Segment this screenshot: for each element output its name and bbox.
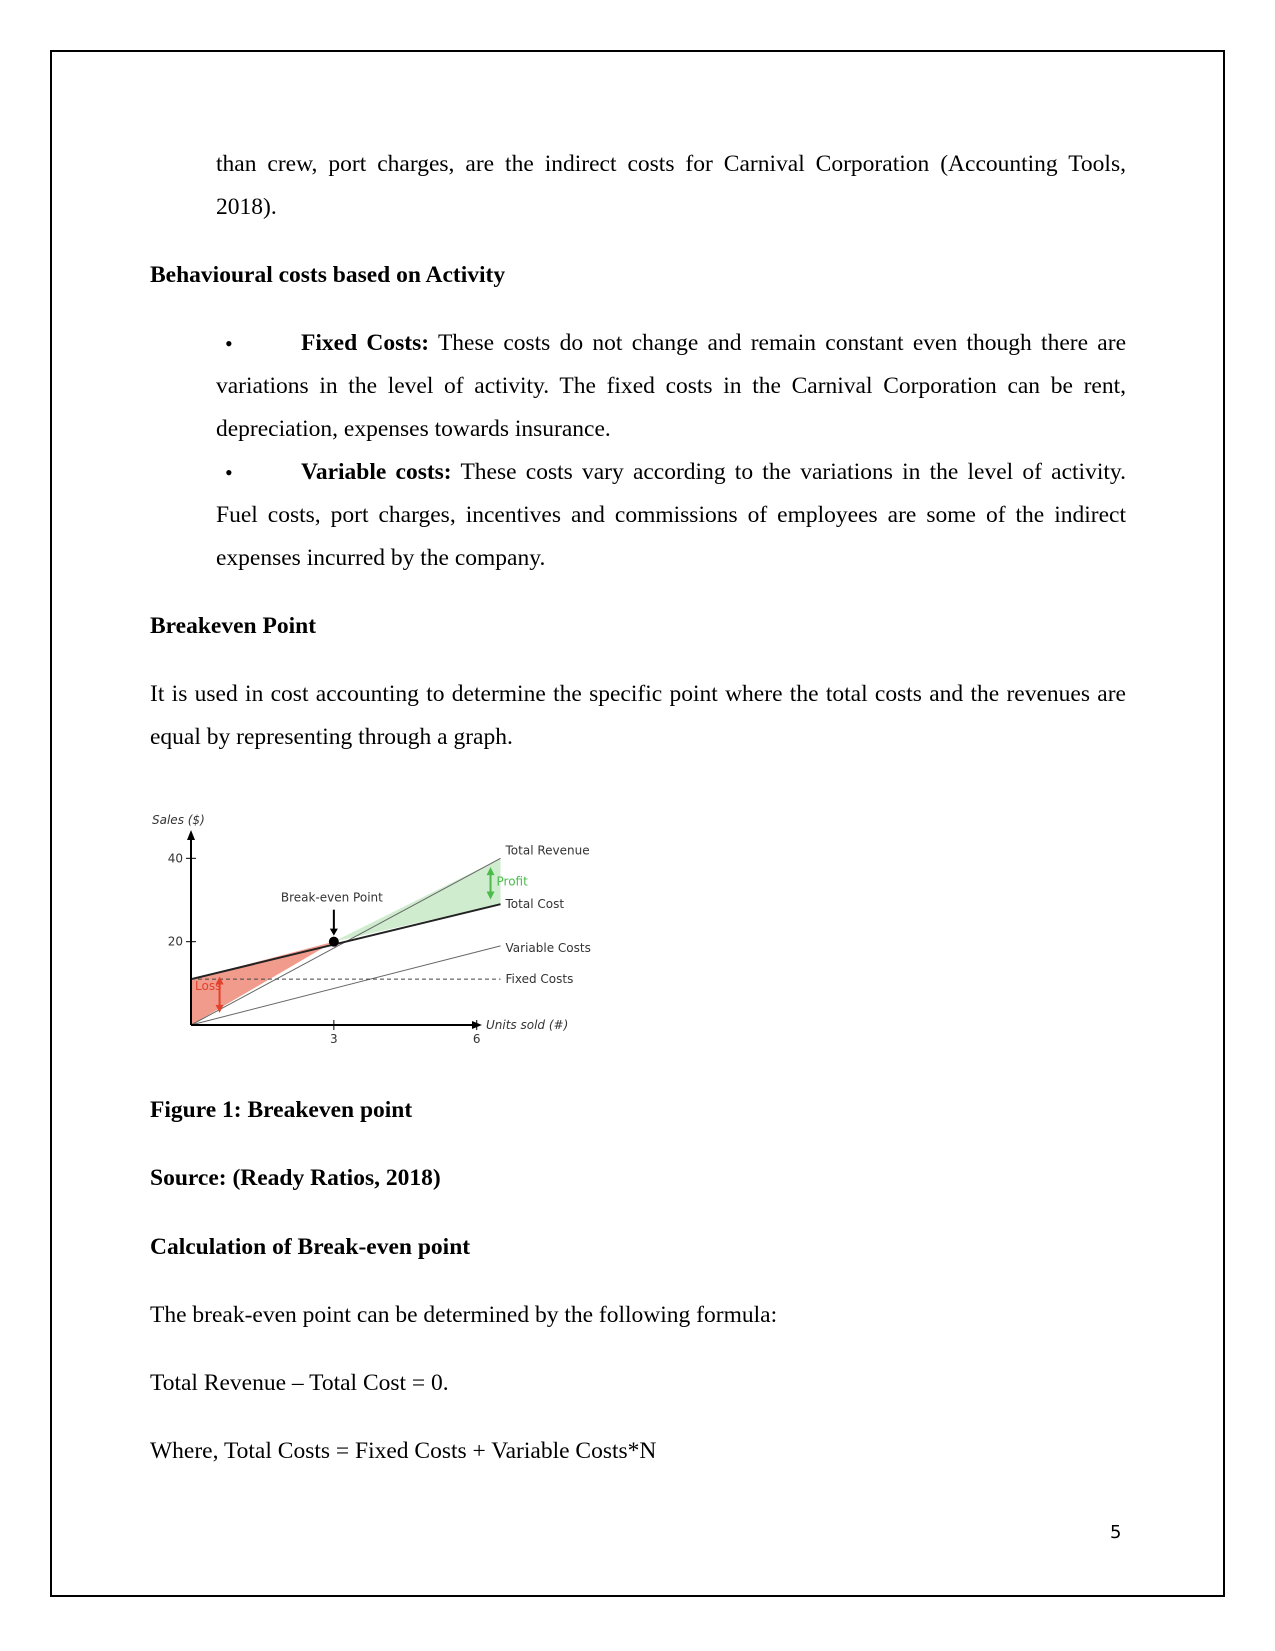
bullet-text: These costs do not change and remain constant even though there are variations in the level of activity. The fixed costs in the Carnival Corporation can be rent, depreciation, expenses towards insurance.: [216, 330, 1126, 442]
y-tick-label: 40: [167, 851, 183, 866]
heading-behavioural-costs: Behavioural costs based on Activity: [150, 262, 506, 288]
bullet-variable-costs: [216, 451, 1126, 580]
x-tick-label: 3: [330, 1032, 338, 1046]
formula-total: Total Revenue – Total Cost = 0.: [150, 1370, 449, 1396]
heading-calculation: Calculation of Break-even point: [150, 1234, 471, 1260]
series-label-fixed-costs: Fixed Costs: [505, 972, 574, 987]
x-axis-label: Units sold (#): [486, 1018, 569, 1032]
breakeven-chart: [150, 800, 620, 1060]
series-label-total-cost: Total Cost: [505, 897, 565, 912]
break-even-label: Break-even Point: [280, 890, 383, 905]
figure-caption: Figure 1: Breakeven point: [150, 1097, 413, 1123]
bullet-term: Fixed Costs:: [301, 330, 430, 356]
profit-label: Profit: [496, 874, 528, 889]
x-tick-label: 6: [472, 1032, 481, 1046]
calculation-paragraph: The break-even point can be determined by the following formula:: [150, 1302, 778, 1328]
formula-total-costs: Where, Total Costs = Fixed Costs + Variable Costs*N: [150, 1438, 657, 1464]
y-tick-label: 20: [167, 934, 183, 949]
breakeven-chart-svg: [150, 800, 620, 1060]
bullet-marker: •: [225, 331, 233, 356]
loss-label: Loss: [195, 979, 222, 993]
y-axis-arrow: [187, 830, 195, 840]
bullet-marker: •: [225, 460, 233, 485]
break-even-arrowhead: [330, 929, 338, 936]
series-label-total-revenue: Total Revenue: [505, 843, 590, 858]
total-cost-line: [191, 904, 501, 979]
heading-breakeven-point: Breakeven Point: [150, 613, 317, 639]
breakeven-paragraph: It is used in cost accounting to determine the specific point where the total costs and the revenues are equal by representing through a graph.: [150, 681, 1126, 750]
series-label-variable-costs: Variable Costs: [505, 940, 591, 955]
break-even-marker: [329, 937, 339, 947]
bullet-text: These costs vary according to the variations in the level of activity. Fuel costs, port charges, incentives and commissions of employees are some of the indirect expenses incurred by the company.: [216, 459, 1126, 571]
y-axis-label: Sales ($): [152, 813, 205, 827]
bullet-fixed-costs: [216, 322, 1126, 451]
page-number: 5: [1110, 1522, 1122, 1543]
bullet-term: Variable costs:: [301, 459, 452, 485]
figure-source: Source: (Ready Ratios, 2018): [150, 1165, 441, 1191]
intro-paragraph: than crew, port charges, are the indirect costs for Carnival Corporation (Accounting Tools, 2018).: [216, 151, 1126, 220]
